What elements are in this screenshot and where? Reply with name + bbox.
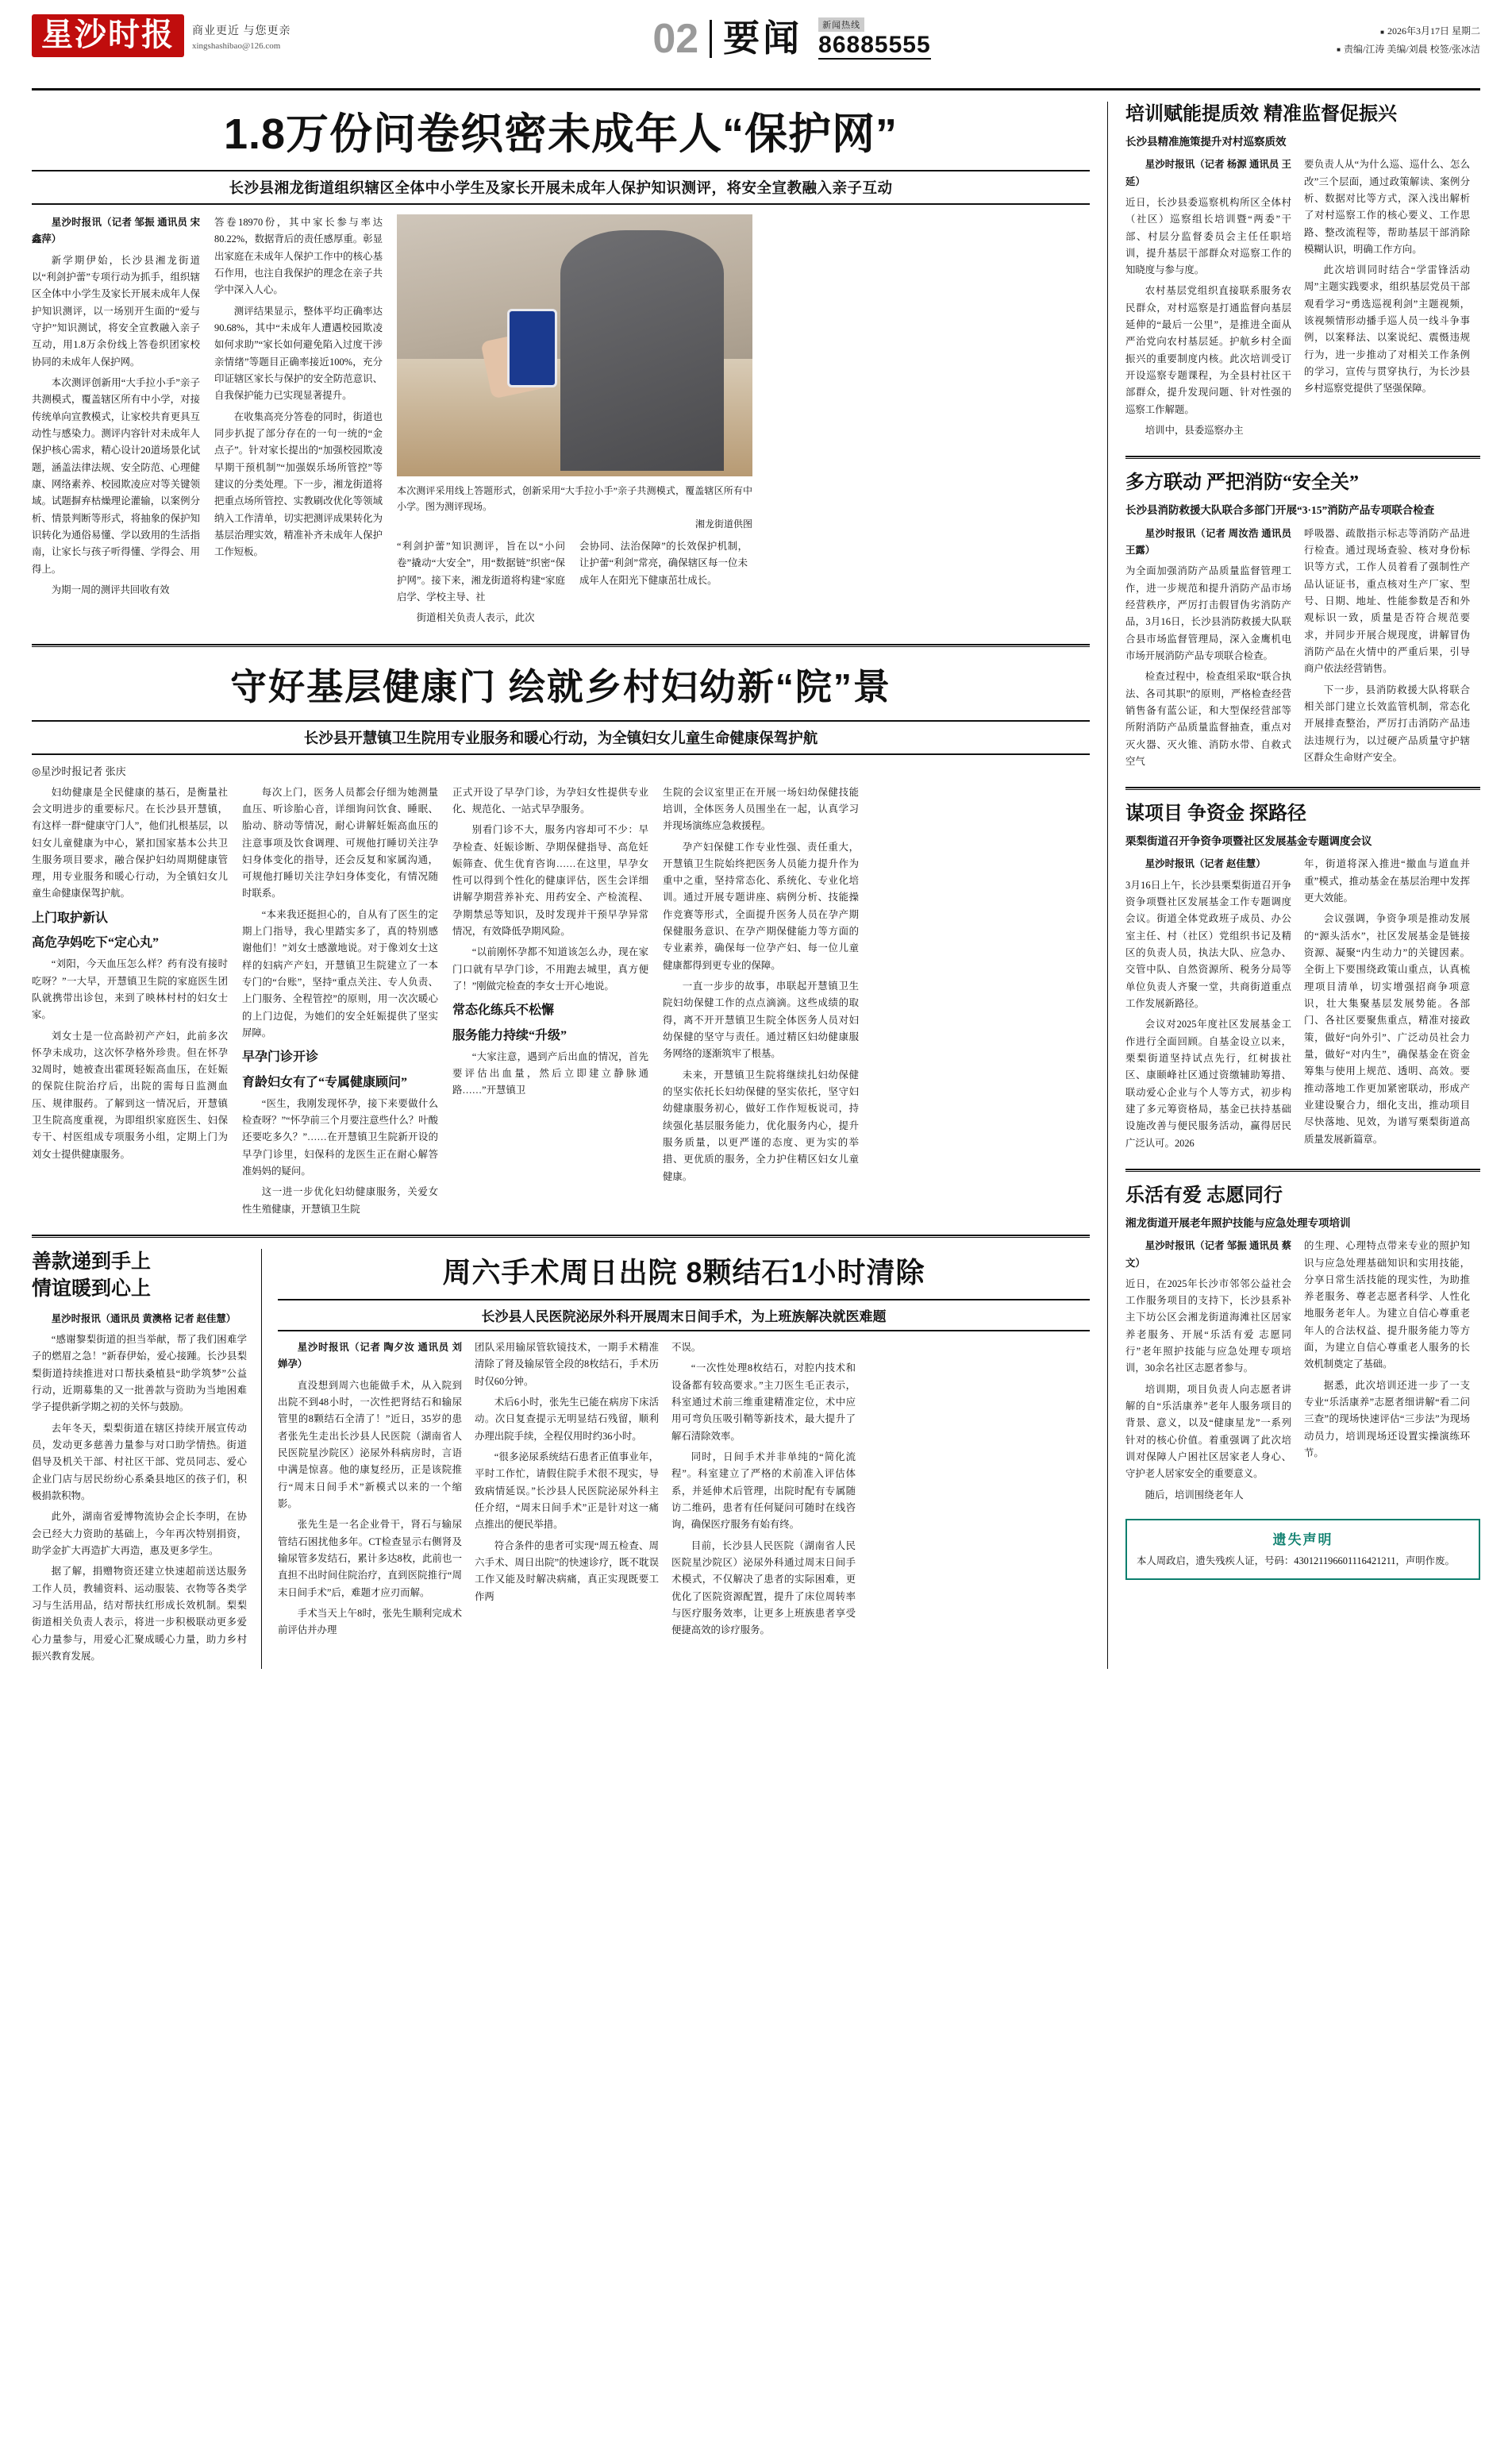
story4-headline: 周六手术周日出院 8颗结石1小时清除 — [442, 1256, 925, 1289]
right-story2-column-1 — [1125, 526, 1291, 775]
right-story3-subheadline: 栗梨街道召开争资争项暨社区发展基金专题调度会议 — [1125, 834, 1372, 847]
right-story1-column-2 — [1304, 156, 1470, 443]
paragraph: 目前，长沙县人民医院（湖南省人民医院星沙院区）泌尿外科通过周末日间手术模式，不仅解决了患者的实际困难，更优化了医院资源配置，提升了床位周转率与医疗服务效率，让更多上班族患者享受便捷高效的诊疗服务。 — [671, 1539, 856, 1636]
paragraph: 近日，长沙县委巡察机构所区全体村（社区）巡察组长培训暨“两委”干部、村层分监督委员会主任任职培训，提升基层干部群众对巡察工作的知晓度与参与度。 — [1125, 196, 1291, 276]
right-story2-column-2 — [1304, 526, 1470, 775]
paragraph: 正式开设了早孕门诊，为孕妇女性提供专业化、规范化、一站式早孕服务。 — [452, 786, 648, 815]
lead-column-2 — [214, 214, 383, 630]
paragraph: “利剑护蕾”知识测评，旨在以“小问卷”撬动“大安全”，用“数据链”织密“保护网”。接下来，湘龙街道将构建“家庭启学、学校主导、社 — [397, 540, 565, 603]
paragraph: “以前刚怀孕都不知道该怎么办，现在家门口就有早孕门诊，不用跑去城里，真方便了！”刚做完检查的李女士开心地说。 — [452, 946, 648, 992]
right-story4-column-1 — [1125, 1238, 1291, 1508]
paragraph: “刘阳，今天血压怎么样？药有没有接时吃呀？”一大早，开慧镇卫生院的家庭医生团队就携带出诊包，来到了映林村村的妇女士家。 — [32, 958, 228, 1021]
paragraph: 近日，在2025年长沙市邻邻公益社会工作服务项目的支持下，长沙县系补主下坊公区会湘龙街道海滩社区居家养老服务、开展“乐活有爱 志愿同行”老年照护技能与应急处理专项培训，30余名社区志愿者参与。 — [1125, 1277, 1291, 1374]
paragraph: 检查过程中，检查组采取“联合执法、各司其职”的原则，严格检查经营销售备有蓝公证，和大型保经营部等所附消防产品质量监督抽查，重点对灭火器、灭火锥、消防水带、自救式空气 — [1125, 671, 1291, 767]
story-3 — [32, 1249, 262, 1669]
paragraph: 直没想到周六也能做手术，从入院到出院不到48小时，一次性把肾结石和输尿管里的8颗结石全清了！”近日，35岁的患者张先生走出长沙县人民医院（湖南省人民医院星沙院区）泌尿外科病房时，言语中满是惊喜。他的康复经历，正是该院推行“周末日间手术”新模式以来的一个缩影。 — [278, 1379, 462, 1510]
subheading: 早孕门诊开诊 — [242, 1050, 319, 1065]
paragraph: 街道相关负责人表示，此次 — [416, 612, 535, 624]
story3-headline — [32, 1249, 247, 1303]
lead-photo-block — [397, 214, 752, 630]
paragraph: 农村基层党组织直接联系服务农民群众，对村巡察是打通监督向基层延伸的“最后一公里”，是推进全面从严治党向农村基层延。护航乡村全面振兴的重要制度内核。此次培训受订开设巡察专题课程，为全县村社区干部群众，提升发现问题、针对性强的巡察工作解题。 — [1125, 285, 1291, 415]
paragraph: 据了解，捐赠物资还建立快速超前送达服务工作人员，教辅资料、运动服装、衣物等各类学习与生活用品，结对帮扶红形成长效机制。梨梨街道相关负责人表示，将进一步积极联动更多爱心力量参与，用爱心汇聚成暖心力量，助力乡村振兴教育发展。 — [32, 1566, 247, 1662]
editor-credits: ■ 责编/江涛 美编/刘晨 校签/张冰洁 — [1218, 40, 1480, 59]
story2-author: ◎星沙时报记者 张庆 — [32, 765, 126, 777]
paragraph: 本次测评创新用“大手拉小手”亲子共测模式，覆盖辖区所有中小学，对接传统单向宣教模式，让家校共育更具互动性与感染力。测评内容针对未成年人保护核心需求，精心设计20道场景化试题，涵盖法律法规、安全防范、心理健康、网络素养、校园欺凌应对等关键领域。试题摒弃枯燥理论灌输，以案例分析、情景判断等形式，将抽象的保护知识转化为通俗易懂、学以致用的生活指南，让家长与孩子听得懂、学得会、用得上。 — [32, 377, 200, 575]
right-story1-headline: 培训赋能提质效 精准监督促振兴 — [1125, 104, 1397, 125]
paragraph: 会议强调，争资争项是推动发展的“源头活水”，社区发展基金是链接资源、凝聚“内生动力”的关键因素。全街上下要围绕政策山重点，认真梳理项目清单，切实增强招商争项意识，壮大集聚基层发展势能。各部门、各社区要聚焦重点，精准对接政策，做好“向外引”、广泛动员社会力量，做好“对内生”，确保基金在资金筹集与使用上规范、透明、高效。要推动落地工作更加紧密联动，形成产业建设聚合力，细化支出，推动项目尽快落地、见效，为谱写栗梨街道高质量发展新篇章。 — [1304, 913, 1470, 1145]
right-story3-headline: 谋项目 争资金 探路径 — [1125, 803, 1306, 825]
story2-column-4 — [663, 784, 859, 1223]
story3-byline: 星沙时报讯（通讯员 黄澳格 记者 赵佳慧） — [51, 1312, 237, 1324]
subheading: 育龄妇女有了“专属健康顾问” — [242, 1075, 408, 1089]
paragraph: 会议对2025年度社区发展基金工作进行全面回顾。自基金设立以来，栗梨街道坚持试点先行，红树拔社区、康颐峰社区通过资缴辅助筹措、联动爱心企业与个人等方式，初步构建了多元筹资格局，基金已扶持基础设施改善与便民服务活动，赢得居民广泛认可。2026 — [1125, 1019, 1291, 1149]
story3-headline-line1: 善款递到手上 — [32, 1251, 152, 1273]
paragraph: 每次上门，医务人员都会仔细为她测量血压、听诊胎心音，详细询问饮食、睡眠、胎动、脐动等情况，耐心讲解妊娠高血压的注意事项及饮食调理、可规他打睡切关注孕妇身体变化的指导，还会反复和家属沟通，可规他打睡切关注孕妇身体变化，有情况随时联系。 — [242, 786, 438, 900]
right-story3-column-2 — [1304, 856, 1470, 1156]
section-divider — [32, 1235, 1090, 1238]
paragraph: “感谢黎梨街道的担当举献，帮了我们困难学子的燃眉之急！”新春伊始，爱心接踵。长沙县梨梨街道持续推进对口帮扶桑植县“助学筑梦”公益行动，近期募集的又一批善款与资助为当地困难学子提供新学期之初的关怀与鼓励。 — [32, 1333, 247, 1413]
right-story-4 — [1125, 1183, 1480, 1508]
masthead-divider — [710, 20, 712, 58]
paragraph: 据悉，此次培训还进一步了一支专业“乐活康养”志愿者细讲解“看二问三查”的现场快速评估“三步法”为现场动员力，培训现场还设置实操演练环节。 — [1304, 1379, 1470, 1459]
paragraph: 别看门诊不大，服务内容却可不少：早孕检查、妊娠诊断、孕期保健指导、高危妊娠筛查、优生优育咨询……在这里，早孕女性可以得到个性化的健康评估，医生会详细讲解孕期营养补充、用药安全、产检流程、孕期禁忌等知识，及时发现并干预早孕异常情况，有效降低孕期风险。 — [452, 824, 648, 938]
newspaper-logo — [32, 14, 365, 57]
right-story-1 — [1125, 102, 1480, 443]
page-number: 02 — [652, 15, 699, 62]
subheading: 高危孕妈吃下“定心丸” — [32, 936, 160, 950]
story2-column-3 — [452, 784, 648, 1223]
page-body — [32, 102, 1480, 1669]
masthead-center — [365, 14, 1218, 60]
story4-byline: 星沙时报讯（记者 陶夕汝 通讯员 刘婵孕） — [278, 1342, 462, 1370]
right-story4-subheadline: 湘龙街道开展老年照护技能与应急处理专项培训 — [1125, 1216, 1351, 1229]
right-story2-subheadline: 长沙县消防救援大队联合多部门开展“3·15”消防产品专项联合检查 — [1125, 504, 1435, 517]
hotline-label: 新闻热线 — [818, 17, 864, 32]
paragraph: “本来我还挺担心的，自从有了医生的定期上门指导，我心里踏实多了，真的特别感谢他们！”刘女士感激地说。对于像刘女士这样的妇病产产妇，开慧镇卫生院建立了一本专门的“台账”，坚持“重点关注、专人负责、上门服务、全程管控”的原则，用一次次暖心的上门边促，为她们的安全妊娠提供了坚实屏障。 — [242, 908, 438, 1039]
masthead — [32, 14, 1480, 91]
section-divider — [1125, 787, 1480, 790]
logo-tagline — [192, 18, 291, 53]
story-2 — [32, 658, 1090, 1223]
section-divider — [1125, 456, 1480, 459]
right-story2-headline: 多方联动 严把消防“安全关” — [1125, 472, 1359, 494]
byline: 星沙时报讯（记者 周汝浩 通讯员 王露） — [1125, 527, 1291, 556]
lead-byline: 星沙时报讯（记者 邹振 通讯员 宋鑫萍） — [32, 217, 200, 245]
story2-column-1 — [32, 784, 228, 1223]
paragraph: 孕产妇保健工作专业性强、责任重大，开慧镇卫生院始终把医务人员能力提升作为重中之重，坚持常态化、系统化、专业化培训。通过开展专题讲座、病例分析、技能操作竞赛等形式，全面提升医务人员在孕产期保健服务意识、在孕产期保健能力等方面的专业素养，确保每一位孕产妇、每一位儿童健康都得到更专业的保障。 — [663, 841, 859, 971]
story4-subheadline: 长沙县人民医院泌尿外科开展周末日间手术，为上班族解决就医难题 — [278, 1299, 1090, 1331]
story4-column-4 — [868, 1339, 1052, 1643]
publication-date: ■ 2026年3月17日 星期二 — [1218, 22, 1480, 40]
paragraph: 呼吸器、疏散指示标志等消防产品进行检查。通过现场查验、核对身份标识等方式，工作人员着看了强制性产品认证证书，重点核对生产厂家、型号、日期、地址、性能参数是否和外观标识一致，质量是否符合规范要求，并同步开展合规现度，讲解冒伪消防产品在火情中的严重后果，引导商户依法经营销售。 — [1304, 527, 1470, 675]
paragraph: “很多泌尿系统结石患者正值事业年，平时工作忙，请假住院手术很不现实，导致病情延误。”长沙县人民医院泌尿外科主任介绍，“周末日间手术”正是针对这一痛点推出的便民举措。 — [475, 1451, 659, 1531]
bottom-row — [32, 1249, 1090, 1669]
right-story1-column-1 — [1125, 156, 1291, 443]
paragraph: 生院的会议室里正在开展一场妇幼保健技能培训，全体医务人员围坐在一起，认真学习并现场演练应急救援程。 — [663, 786, 859, 832]
lead-column-1 — [32, 214, 200, 630]
right-story-3 — [1125, 801, 1480, 1156]
section-title: 要闻 — [723, 17, 803, 59]
paragraph: 一直一步步的故事，串联起开慧镇卫生院妇幼保健工作的点点滴滴。这些成绩的取得，离不开开慧镇卫生院全体医务人员对妇幼保健的坚守与责任。通过精区妇幼健康服务网络的逐渐筑牢了根基。 — [663, 981, 859, 1060]
paragraph: 这一进一步优化妇幼健康服务，关爱女性生殖健康，开慧镇卫生院 — [242, 1186, 438, 1215]
lead-photo — [397, 214, 752, 476]
paragraph: 新学期伊始，长沙县湘龙街道以“利剑护蕾”专项行动为抓手，组织辖区全体中小学生及家长开展未成年人保护知识测评，以一场别开生面的“爱与守护”知识测试，将安全宣教融入亲子互动，用1.8万余份线上答卷织团家校协同的未成年人保护网。 — [32, 254, 200, 368]
notice-title: 遗失声明 — [1272, 1532, 1333, 1548]
paragraph: “一次性处理8枚结石，对腔内技术和设备都有较高要求。”主刀医生毛正表示，科室通过术前三维重建精准定位，术中应用可弯负压吸引鞘等新技术，最大提升了解石清除效率。 — [671, 1362, 856, 1442]
paragraph: 测评结果显示，整体平均正确率达90.68%，其中“未成年人遭遇校园欺凌如何求助”“家长如何避免陷入过度干涉亲情绪”等题目正确率接近100%，充分印证辖区家长与保护的安全防范意识、自我保护能力已实现显著提升。 — [214, 305, 383, 402]
main-column — [32, 102, 1107, 1669]
paragraph: 为期一周的测评共回收有效 — [51, 584, 170, 595]
story2-headline: 守好基层健康门 绘就乡村妇幼新“院”景 — [230, 665, 891, 707]
paragraph: 未来，开慧镇卫生院将继续扎妇幼保健的坚实依托长妇幼保健的坚实依托，坚守妇幼健康服务初心，做好工作作短板说司，持续强化基层服务能力，优化服务内心，提升服务质量，以更严谨的态度、更为实的举措、更优质的服务，全力护住精区妇女儿童健康。 — [663, 1069, 859, 1182]
paragraph: 刘女士是一位高龄初产产妇，此前多次怀孕未成功，这次怀孕格外珍贵。但在怀孕32周时，她被查出霍斑轻娠高血压，在妊娠的保院住院治疗后，出院的需每日监测血压、规律服药。了解到这一情况后，开慧镇卫生院高度重视，为即组织家庭医生、妇保专干、村医组成专项服务小组，定期上门为刘女士提供健康服务。 — [32, 1030, 228, 1160]
story2-subheadline: 长沙县开慧镇卫生院用专业服务和暖心行动，为全镇妇女儿童生命健康保驾护航 — [32, 720, 1090, 755]
right-story1-subheadline: 长沙县精准施策提升对村巡察质效 — [1125, 135, 1287, 148]
story4-column-1 — [278, 1339, 462, 1643]
paragraph: 培训中，县委巡察办主 — [1145, 425, 1244, 437]
lead-subheadline: 长沙县湘龙街道组织辖区全体中小学生及家长开展未成年人保护知识测评，将安全宣教融入亲子互动 — [32, 170, 1090, 205]
logo-email: xingshashibao@126.com — [192, 41, 281, 52]
subheading: 服务能力持续“升级” — [452, 1028, 567, 1042]
story2-column-2 — [242, 784, 438, 1223]
story3-headline-line2: 情谊暖到心上 — [32, 1277, 152, 1300]
paragraph: 去年冬天，梨梨街道在辖区持续开展宣传动员，发动更多慈善力量参与对口助学情热。街道倡导及机关干部、村社区干部、党员同志、爱心企业门店与居民纷纷心系桑县地区的孩子们，积极捐款积物。 — [32, 1422, 247, 1501]
right-story4-column-2 — [1304, 1238, 1470, 1508]
paragraph: 3月16日上午，长沙县栗梨街道召开争资争项暨社区发展基金工作专题调度会议。街道全体党政班子成员、办公室主任、村（社区）党组织书记及精区的负责人员，执法大队、应急办、交管中队、自然资源所、税务分局等单位负责人齐聚一堂，共商街道重点工作发展新路径。 — [1125, 879, 1291, 1010]
paragraph: 的生理、心理特点带来专业的照护知识与应急处理基础知识和实用技能，分享日常生活技能的现实性，为助推养老服务、尊老志愿者科学、人性化地服务老年人。为建立自信心尊重老年人的合法权益、提升服务能力等方面，为建立自信心尊重老人服务的长效机制奠定了基础。 — [1304, 1240, 1470, 1370]
story4-column-3 — [671, 1339, 856, 1643]
paragraph: 为全面加强消防产品质量监督管理工作，进一步规范和提升消防产品市场经营秩序，严厉打击假冒伪劣消防产品，3月16日，长沙县消防救援大队联合县市场监督管理局，深入金鹰机电市场开展消防产品专项联合检查。 — [1125, 565, 1291, 661]
paragraph: 张先生是一名企业骨干，肾石与输尿管结石困扰他多年。CT检查显示右侧肾及输尿管多发结石，累计多达8枚，此前也一直担不出时间住院治疗，直到医院推行“周末日间手术”后，难题才应刃而解。 — [278, 1519, 462, 1598]
paragraph: 要负责人从“为什么巡、巡什么、怎么改”三个层面，通过政策解读、案例分析、数据对比等方式，深入浅出解析了对村巡察工作的核心要义、工作思路、整改流程等，帮助基层干部消除模糊认识，明确工作方向。 — [1304, 159, 1470, 255]
lost-notice-box — [1125, 1519, 1480, 1580]
photo-caption: 本次测评采用线上答题形式，创新采用“大手拉小手”亲子共测模式，覆盖辖区所有中小学。图为测评现场。 — [397, 485, 752, 513]
paragraph: 团队采用输尿管软镜技术，一期手术精准清除了肾及输尿管全段的8枚结石，手术历时仅60分钟。 — [475, 1342, 659, 1387]
paragraph: 此次培训同时结合“学雷锋活动周”主题实践要求，组织基层党员干部观看学习“勇选巡视利剑”主题视频，该视频情形动播手巡人员一线斗争事例，以案释法、以案说纪、震慑违规行为，进一步推动了对相关工作条例的学习，宣传与贯穿执行，为长沙县乡村巡察党提供了坚强保障。 — [1304, 264, 1470, 395]
paragraph: 符合条件的患者可实现“周五检查、周六手术、周日出院”的快速诊疗，既不耽误工作又能及时解决病痛，真正实现既要工作两 — [475, 1539, 659, 1602]
hotline-number: 86885555 — [818, 32, 931, 58]
paragraph: 在收集高亮分答卷的同时，街道也同步扒捉了部分存在的一句一统的“金点子”。针对家长提出的“加强校园欺凌早期干预机制”“加强娱乐场所管控”等建议的分类处理。下一步，湘龙街道将把重点场所管控、实教刷改优化等领域纳入工作清单，切实把测评成果转化为基层治理实效，精准补齐未成年人保护工作短板。 — [214, 410, 383, 558]
paragraph: 同时，日间手术并非单纯的“简化流程”。科室建立了严格的术前准入评估体系，并延伸术后管理，出院时配有专属随访二维码，患者有任何疑问可随时在线咨询，确保医疗服务有始有终。 — [671, 1451, 856, 1531]
story-4 — [262, 1249, 1090, 1669]
byline: 星沙时报讯（记者 邹振 通讯员 蔡文） — [1125, 1240, 1291, 1269]
paragraph: 此外，湖南省爱博物流协会企长李明，在协会已经大力资助的基础上，今年再次特别捐资，助学金扩大再造扩大再造，惠及更多学生。 — [32, 1511, 247, 1556]
paragraph: 答卷18970份，其中家长参与率达80.22%，数据背后的责任感厚重。彰显出家庭在未成年人保护工作中的核心基石作用，也注自我保护的理念在亲子共学中深入人心。 — [214, 217, 383, 296]
paragraph: 手术当天上午8时，张先生顺利完成术前评估并办理 — [278, 1608, 462, 1636]
lead-article — [32, 110, 1090, 631]
section-divider — [1125, 1169, 1480, 1172]
paragraph: 随后，培训围绕老年人 — [1145, 1489, 1244, 1501]
right-column — [1107, 102, 1480, 1669]
notice-text: 本人周政启，遗失残疾人证，号码：430121196601116421211，声明作废。 — [1137, 1555, 1455, 1567]
right-story3-column-1 — [1125, 856, 1291, 1156]
paragraph: “大家注意，遇到产后出血的情况，首先要评估出血量，然后立即建立静脉通路……”开慧镇卫 — [452, 1050, 648, 1096]
subheading: 上门取护新认 — [32, 911, 109, 925]
logo-text: 星沙时报 — [32, 14, 184, 57]
paragraph: 培训期，项目负责人向志愿者讲解的自“乐活康养”老年人服务项目的背景、意义，以及“健康星龙”一系列针对的核心价值。着重强调了此次培训对保障人户困社区居家老人身心、守护老人居家安全的重要意义。 — [1125, 1383, 1291, 1480]
section-divider — [32, 644, 1090, 647]
byline: 星沙时报讯（记者 赵佳慧） — [1145, 858, 1266, 870]
paragraph: 年，街道将深入推进“撤血与道血并重”模式，推动基金在基层治理中发挥更大效能。 — [1304, 858, 1470, 904]
paragraph: 下一步，县消防救援大队将联合相关部门建立长效监管机制，常态化开展排查整治，严厉打击消防产品违法违规行为，以过硬产品质量守护辖区群众生命财产安全。 — [1304, 684, 1470, 763]
story2-column-5 — [873, 784, 1069, 1223]
lead-headline: 1.8万份问卷织密未成年人“保护网” — [223, 110, 898, 158]
photo-credit: 湘龙街道供图 — [694, 518, 752, 530]
paragraph: 会协同、法治保障”的长效保护机制，让护蕾“利剑”常亮，确保辖区每一位未成年人在阳光下健康茁壮成长。 — [579, 540, 748, 586]
paragraph: 不误。 — [671, 1342, 702, 1354]
paragraph: 妇幼健康是全民健康的基石，是衡量社会文明进步的重要标尺。在长沙县开慧镇，有这样一群“健康守门人”，他们扎根基层，以妇女儿童健康为中心，紧扣国家基本公共卫生服务项目要求，融合保护妇幼周期健康管理，用专业服务和暖心行动，为全镇妇女儿童生命健康保驾护航。 — [32, 786, 228, 900]
paragraph: “医生，我刚发现怀孕，接下来要做什么检查呀？”“怀孕前三个月要注意些什么？叶酸还要吃多久？”……在开慧镇卫生院新开设的早孕门诊里，妇保科的龙医生正在耐心解答准妈妈的疑问。 — [242, 1097, 438, 1177]
paragraph: 术后6小时，张先生已能在病房下床活动。次日复查提示无明显结石残留，顺利办理出院手续，全程仅用时约36小时。 — [475, 1397, 659, 1442]
story4-column-2 — [475, 1339, 659, 1643]
hotline — [818, 17, 930, 60]
right-story-2 — [1125, 470, 1480, 774]
byline: 星沙时报讯（记者 杨源 通讯员 王延） — [1125, 159, 1291, 187]
right-story4-headline: 乐活有爱 志愿同行 — [1125, 1185, 1283, 1206]
logo-tagline-line1: 商业更近 与您更亲 — [192, 25, 291, 38]
masthead-right — [1218, 14, 1480, 59]
subheading: 常态化练兵不松懈 — [452, 1004, 555, 1018]
